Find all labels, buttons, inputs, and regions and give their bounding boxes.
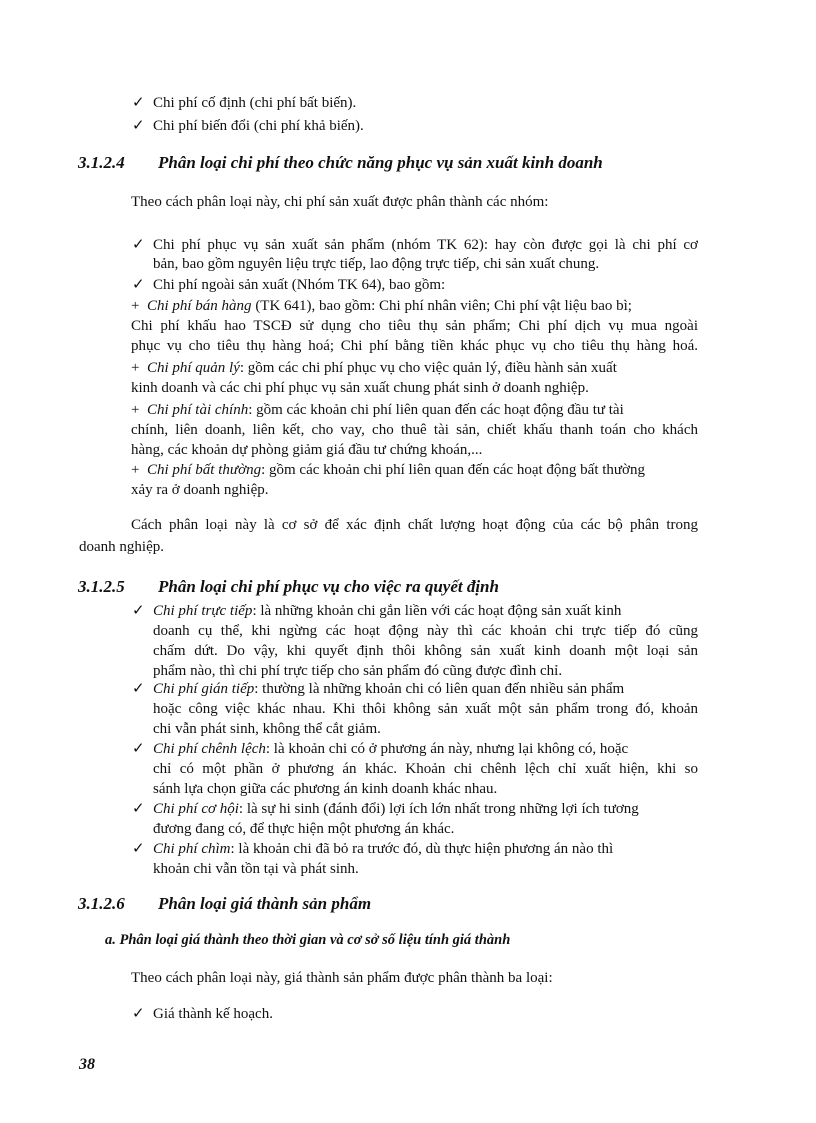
plus-item-financial-cost-line3: hàng, các khoản dự phòng giảm giá đầu tư chứng khoán,... [131, 442, 483, 458]
section-heading-3126 [78, 893, 371, 915]
bullet-indirect-cost [153, 679, 624, 699]
section-title: Phân loại giá thành sản phẩm [158, 894, 372, 913]
checkmark-icon: ✓ [132, 277, 145, 293]
section-heading-3125 [78, 576, 499, 598]
plus-item-admin-cost [131, 358, 617, 378]
bullet-production-cost-line1: Chi phí phục vụ sản xuất sản phẩm (nhóm TK 62): hay còn được gọi là chi phí cơ [153, 237, 698, 253]
paragraph-conclusion-line1: Cách phân loại này là cơ sở để xác định chất lượng hoạt động của các bộ phân trong [131, 517, 698, 533]
bullet-variable-cost: Chi phí biến đổi (chi phí khả biến). [153, 118, 364, 134]
term: Chi phí quản lý [146, 360, 240, 376]
definition: : gồm các khoản chi phí liên quan đến các hoạt động bất thường [261, 462, 645, 478]
definition: : là khoản chi có ở phương án này, nhưng lại không có, hoặc [265, 741, 629, 757]
section-title: Phân loại chi phí theo chức năng phục vụ sản xuất kinh doanh [158, 153, 603, 172]
bullet-indirect-cost-line2: hoặc công việc khác nhau. Khi thôi không sản xuất một sản phẩm trong đó, khoản [153, 701, 698, 717]
paragraph-intro-3126: Theo cách phân loại này, giá thành sản phẩm được phân thành ba loại: [131, 970, 553, 986]
checkmark-icon: ✓ [132, 95, 145, 111]
bullet-production-cost-line2: bản, bao gồm nguyên liệu trực tiếp, lao động trực tiếp, chi sản xuất chung. [153, 256, 600, 272]
checkmark-icon: ✓ [132, 1006, 145, 1022]
term: Chi phí chìm [153, 841, 231, 857]
bullet-fixed-cost: Chi phí cố định (chi phí bất biến). [153, 95, 357, 111]
term: Chi phí tài chính [146, 402, 249, 418]
bullet-direct-cost-line3: chấm dứt. Do vậy, khi quyết định thôi không sản xuất kinh doanh một loại sản [153, 643, 698, 659]
term: Chi phí trực tiếp [153, 603, 253, 619]
definition: : gồm các khoản chi phí liên quan đến các hoạt động đầu tư tài [248, 402, 624, 418]
plus-sign: + [131, 402, 140, 418]
plus-sign: + [131, 360, 140, 376]
term: Chi phí gián tiếp [153, 681, 255, 697]
bullet-indirect-cost-line3: chi vẫn phát sinh, không thể cắt giảm. [153, 721, 381, 737]
section-number: 3.1.2.4 [78, 153, 125, 172]
bullet-sunk-cost-line2: khoản chi vẫn tồn tại và phát sinh. [153, 861, 359, 877]
definition: : là sự hi sinh (đánh đổi) lợi ích lớn nhất trong những lợi ích tương [238, 801, 639, 817]
bullet-direct-cost-line4: phẩm nào, thì chi phí trực tiếp cho sản phẩm đó cũng được đình chỉ. [153, 663, 563, 679]
checkmark-icon: ✓ [132, 741, 145, 757]
bullet-differential-cost-line2: chỉ có một phần ở phương án khác. Khoản chi chênh lệch chỉ xuất hiện, khi so [153, 761, 698, 777]
checkmark-icon: ✓ [132, 841, 145, 857]
plus-item-financial-cost [131, 400, 624, 420]
definition: (TK 641), bao gồm: Chi phí nhân viên; Chi phí vật liệu bao bì; [251, 298, 632, 314]
bullet-opportunity-cost [153, 799, 639, 819]
bullet-direct-cost-line2: doanh cụ thể, khi ngừng các hoạt động này thì các khoản chi trực tiếp đó cũng [153, 623, 698, 639]
section-number: 3.1.2.5 [78, 577, 125, 596]
checkmark-icon: ✓ [132, 118, 145, 134]
bullet-differential-cost-line3: sánh lựa chọn giữa các phương án kinh doanh khác nhau. [153, 781, 498, 797]
term: Chi phí cơ hội [153, 801, 239, 817]
definition: : thường là những khoản chi có liên quan đến nhiều sản phẩm [254, 681, 625, 697]
paragraph-intro-3124: Theo cách phân loại này, chi phí sản xuất được phân thành các nhóm: [131, 194, 549, 210]
bullet-direct-cost [153, 601, 621, 621]
plus-sign: + [131, 462, 140, 478]
plus-item-financial-cost-line2: chính, liên doanh, liên kết, cho vay, cho thuê tài sản, chiết khấu thanh toán cho khách [131, 422, 698, 438]
plus-item-selling-cost-line2: Chi phí khấu hao TSCĐ sử dụng cho tiêu thụ sản phẩm; Chi phí dịch vụ mua ngoài [131, 318, 698, 334]
plus-item-admin-cost-line2: kinh doanh và các chi phí phục vụ sản xuất chung phát sinh ở doanh nghiệp. [131, 380, 589, 396]
bullet-planned-cost: Giá thành kế hoạch. [153, 1006, 273, 1022]
page-number: 38 [79, 1056, 95, 1073]
plus-sign: + [131, 298, 140, 314]
definition: : là khoản chi đã bỏ ra trước đó, dù thực hiện phương án nào thì [230, 841, 614, 857]
plus-item-selling-cost-line3: phục vụ cho tiêu thụ hàng hoá; Chi phí bằng tiền khác phục vụ cho tiêu thụ hàng hoá. [131, 338, 698, 354]
bullet-sunk-cost [153, 839, 613, 859]
checkmark-icon: ✓ [132, 603, 145, 619]
plus-item-extraordinary-cost-line2: xảy ra ở doanh nghiệp. [131, 482, 269, 498]
definition: : gồm các chi phí phục vụ cho việc quản lý, điều hành sản xuất [239, 360, 617, 376]
bullet-opportunity-cost-line2: đương đang có, để thực hiện một phương án khác. [153, 821, 455, 837]
plus-item-extraordinary-cost [131, 460, 645, 480]
term: Chi phí chênh lệch [153, 741, 266, 757]
checkmark-icon: ✓ [132, 681, 145, 697]
section-title: Phân loại chi phí phục vụ cho việc ra quyết định [158, 577, 499, 596]
subsection-heading-a: a. Phân loại giá thành theo thời gian và cơ sở số liệu tính giá thành [105, 932, 511, 948]
paragraph-conclusion-line2: doanh nghiệp. [79, 539, 164, 555]
section-number: 3.1.2.6 [78, 894, 125, 913]
section-heading-3124 [78, 152, 603, 174]
definition: : là những khoản chi gắn liền với các hoạt động sản xuất kinh [252, 603, 622, 619]
plus-item-selling-cost [131, 296, 632, 316]
term: Chi phí bất thường [146, 462, 262, 478]
checkmark-icon: ✓ [132, 237, 145, 253]
bullet-differential-cost [153, 739, 628, 759]
checkmark-icon: ✓ [132, 801, 145, 817]
term: Chi phí bán hàng [146, 298, 252, 314]
bullet-nonproduction-cost: Chi phí ngoài sản xuất (Nhóm TK 64), bao gồm: [153, 277, 446, 293]
